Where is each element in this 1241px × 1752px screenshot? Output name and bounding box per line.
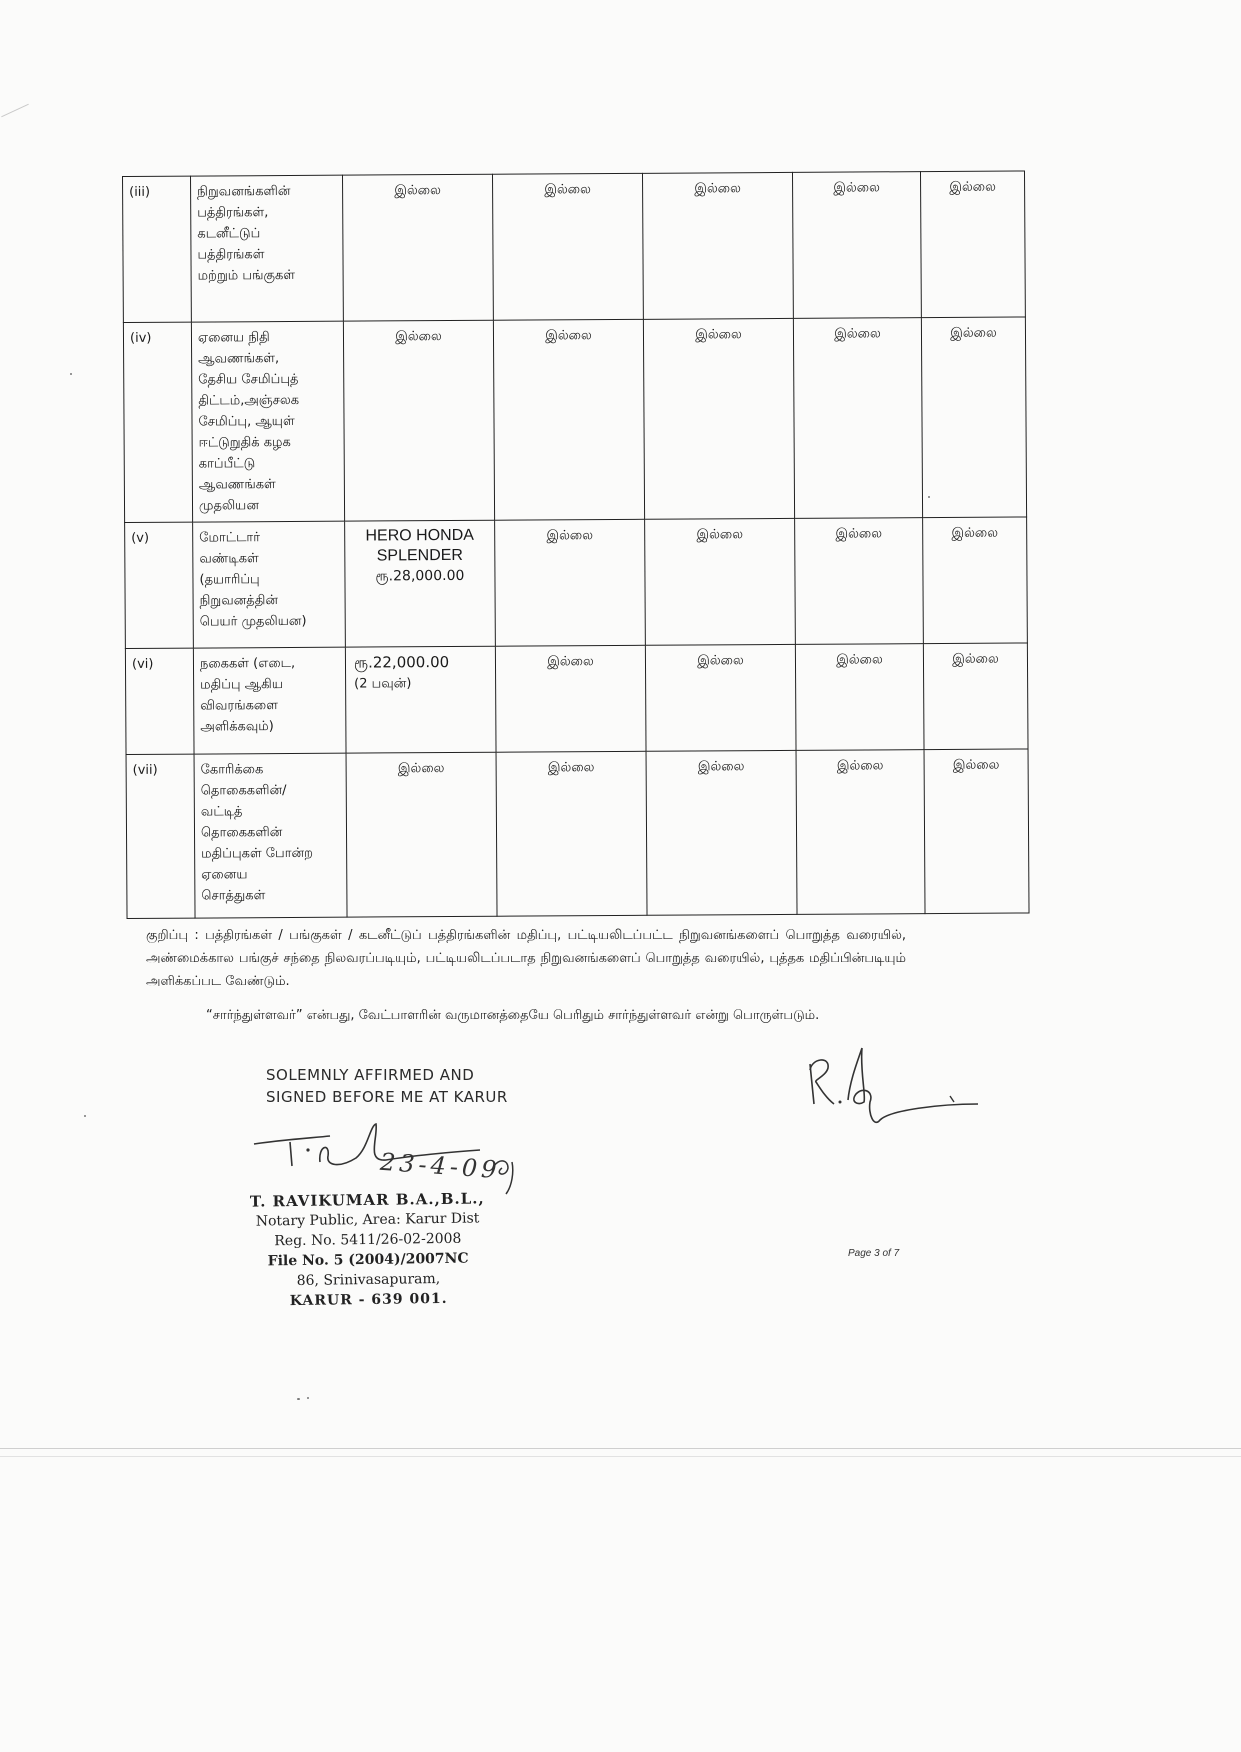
description-line: மதிப்புகள் போன்ற — [201, 845, 313, 862]
scan-edge-mark — [1, 104, 29, 118]
description-line: மற்றும் பங்குகள் — [197, 267, 296, 284]
notary-stamp — [227, 1188, 509, 1312]
notary-file-number: File No. 5 (2004)/2007NC — [267, 1250, 469, 1270]
value-cell: இல்லை — [796, 750, 925, 915]
notary-name: T. RAVIKUMAR B.A.,B.L., — [249, 1189, 485, 1211]
scan-speck — [307, 1397, 309, 1399]
value-cell: இல்லை — [643, 318, 794, 519]
value-cell: இல்லை — [793, 318, 922, 519]
candidate-signature — [800, 1040, 1000, 1130]
description-line: தொகைகளின் — [200, 825, 283, 841]
description-line: சொத்துகள் — [201, 888, 266, 904]
row-number: (v) — [125, 522, 194, 648]
page-number: Page 3 of 7 — [848, 1248, 900, 1259]
value-cell: இல்லை — [645, 518, 796, 645]
description-line: ஆவணங்கள், — [198, 351, 280, 367]
asset-table — [122, 170, 1030, 919]
value-cell: இல்லை — [645, 644, 796, 751]
row-number: (vii) — [126, 754, 195, 918]
description-line: பெயர் முதலியன) — [199, 613, 307, 630]
affirmation-line: SOLEMNLY AFFIRMED AND — [266, 1066, 475, 1084]
value-cell: இல்லை — [923, 517, 1028, 644]
description-line: அளிக்கவும்) — [200, 719, 274, 735]
scan-page-edge — [0, 1456, 1241, 1457]
description-line: பத்திரங்கள், — [197, 205, 269, 221]
notary-area: Notary Public, Area: Karur Dist — [255, 1210, 480, 1230]
description-line: திட்டம்,அஞ்சலக — [198, 392, 300, 409]
table-row — [125, 643, 1028, 755]
row-number: (iv) — [123, 322, 192, 522]
description-line: கோரிக்கை — [200, 762, 264, 778]
affirmation-line: SIGNED BEFORE ME AT KARUR — [266, 1088, 508, 1106]
description-line: வண்டிகள் — [199, 551, 259, 567]
description-line: வட்டித் — [200, 804, 243, 820]
description-line: முதலியன — [198, 498, 259, 514]
vehicle-value-cell — [345, 520, 496, 647]
value-cell: இல்லை — [343, 320, 494, 521]
row-number: (vi) — [125, 648, 194, 754]
value-cell: இல்லை — [346, 752, 497, 917]
jewel-value-cell — [345, 646, 496, 753]
table-row — [125, 517, 1028, 649]
scan-speck — [84, 1115, 86, 1117]
description-line: ஈட்டுறுதிக் கழக — [198, 434, 291, 451]
description-line: ஆவணங்கள் — [198, 477, 276, 493]
dependent-definition-note: “சார்ந்துள்ளவர்” என்பது, வேட்பாளரின் வருமானத்தையே பெரிதும் சார்ந்துள்ளவர் என்று பொருள்படும். — [206, 1008, 820, 1023]
description-line: நகைகள் (எடை, — [199, 655, 296, 672]
row-description — [191, 175, 344, 322]
description-line: கடனீட்டுப் — [197, 226, 261, 242]
vehicle-model: SPLENDER — [376, 546, 464, 565]
description-line: தேசிய சேமிப்புத் — [198, 371, 299, 388]
description-line: மோட்டார் — [199, 530, 261, 546]
row-description — [193, 521, 346, 648]
description-line: ஏனைய — [201, 867, 248, 883]
vehicle-price: ரூ.28,000.00 — [375, 567, 465, 585]
value-cell: இல்லை — [342, 174, 493, 321]
notary-reg-number: Reg. No. 5411/26-02-2008 — [274, 1230, 462, 1250]
value-cell: இல்லை — [646, 750, 797, 915]
description-line: காப்பீட்டு — [198, 456, 256, 472]
value-cell: இல்லை — [496, 751, 647, 916]
description-line: சேமிப்பு, ஆயுள் — [198, 413, 295, 430]
table-row — [123, 317, 1026, 523]
value-cell: இல்லை — [792, 172, 921, 319]
value-cell: இல்லை — [495, 645, 646, 752]
description-line: பத்திரங்கள் — [197, 247, 265, 263]
value-cell: இல்லை — [795, 518, 924, 645]
value-cell: இல்லை — [492, 173, 643, 320]
notary-address: 86, Srinivasapuram, — [296, 1270, 441, 1289]
jewel-quantity: (2 பவுன்) — [354, 676, 412, 692]
value-cell: இல்லை — [923, 643, 1028, 750]
table-row — [123, 171, 1026, 323]
value-cell: இல்லை — [495, 519, 646, 646]
vehicle-make: HERO HONDA — [365, 526, 474, 545]
description-line: நிறுவனங்களின் — [197, 183, 291, 200]
table-row — [126, 749, 1029, 919]
value-cell: இல்லை — [795, 644, 924, 751]
value-cell: இல்லை — [924, 749, 1029, 914]
value-cell: இல்லை — [921, 317, 1026, 518]
value-cell: இல்லை — [920, 171, 1025, 318]
description-line: ஏனைய நிதி — [197, 330, 270, 346]
row-description — [193, 647, 346, 754]
description-line: விவரங்களை — [200, 698, 278, 714]
scan-page-edge — [0, 1448, 1241, 1449]
notary-city: KARUR - 639 001. — [289, 1290, 448, 1310]
description-line: மதிப்பு ஆகிய — [200, 677, 283, 693]
jewel-price: ரூ.22,000.00 — [353, 653, 450, 672]
notary-signature-date: 23-4-09 — [379, 1147, 502, 1185]
description-line: நிறுவனத்தின் — [199, 593, 279, 609]
valuation-note: குறிப்பு : பத்திரங்கள் / பங்குகள் / கடனீட்டுப் பத்திரங்களின் மதிப்பு, பட்டியலிடப்பட்ட நிறுவனங்களைப் பொறுத்த வரையில், அண்மைக்கால பங்குச் சந்தை நிலவரப்படியும், பட்டியலிடப்படாத நிறுவனங்களைப் பொறுத்த வரையில், புத்தக மதிப்பின்படியும் அளிக்கப்பட வேண்டும். — [146, 928, 906, 989]
scan-speck — [297, 1398, 300, 1400]
description-line: தொகைகளின்/ — [200, 783, 287, 799]
row-number: (iii) — [123, 176, 192, 322]
value-cell: இல்லை — [493, 319, 644, 520]
row-description — [194, 753, 347, 918]
affirmation-block — [266, 1064, 508, 1108]
scan-speck — [70, 373, 72, 375]
row-description — [191, 321, 344, 522]
description-line: (தயாரிப்பு — [199, 572, 260, 588]
value-cell: இல்லை — [642, 172, 793, 319]
